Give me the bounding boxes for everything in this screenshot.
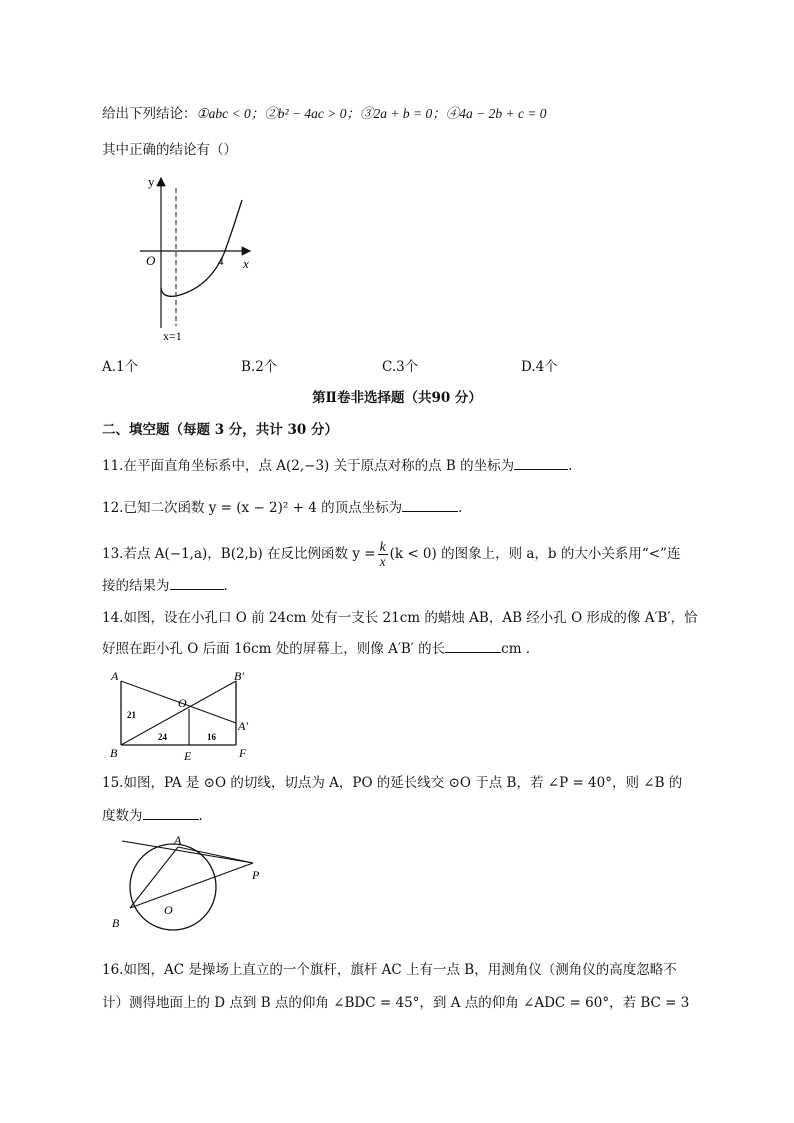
point-a-label: A — [174, 833, 182, 847]
answer-blank-14 — [445, 638, 501, 653]
question-16: 16.如图，AC 是操场上直立的一个旗杆，旗杆 AC 上有一点 B，用测角仪（测角仪的高度忽略不 — [102, 962, 677, 978]
y-label: y — [148, 174, 155, 189]
q13-text-c: 接的结果为 — [102, 578, 170, 594]
point-b-label: B — [110, 746, 118, 760]
length-ab-label: 21 — [127, 710, 136, 720]
q15-text-b: 度数为 — [102, 808, 143, 824]
question-14: 14.如图，设在小孔口 O 前 24cm 处有一支长 21cm 的蜡烛 AB，AB 经小孔 O 形成的像 A′B′，恰 — [102, 610, 698, 626]
point-b-prime-label: B′ — [234, 669, 244, 683]
q13-fraction-numerator: k — [379, 539, 386, 554]
question-14-cont — [102, 638, 530, 659]
conclusion-2: ②b² − 4ac > 0； — [264, 106, 360, 121]
length-be-label: 24 — [158, 732, 167, 742]
option-c: C.3个 — [382, 359, 419, 375]
point-a-label: A — [111, 669, 119, 683]
q13-text-a: 13.若点 A(−1,a)，B(2,b) 在反比例函数 y = — [102, 546, 376, 562]
conclusions-line — [102, 104, 547, 124]
question-13 — [102, 540, 680, 569]
circle-figure — [108, 830, 278, 935]
part2-title: 第Ⅱ卷非选择题（共90 分） — [312, 390, 482, 406]
q11-text: 11.在平面直角坐标系中，点 A(2,−3) 关于原点对称的点 B 的坐标为 — [102, 458, 515, 474]
point-f-label: F — [239, 746, 247, 760]
q13-period: . — [223, 578, 228, 594]
option-b: B.2个 — [241, 359, 278, 375]
point-e-label: E — [184, 749, 192, 763]
length-ef-label: 16 — [207, 732, 216, 742]
q14-unit: cm . — [501, 641, 531, 657]
conclusion-3: ③2a + b = 0； — [359, 106, 446, 121]
q13-text-b: (k < 0) 的图象上，则 a，b 的大小关系用“<”连 — [389, 546, 681, 562]
question-stem: 其中正确的结论有（） — [102, 142, 237, 158]
point-o-label: O — [178, 696, 187, 710]
point-o-label: O — [164, 903, 173, 917]
q12-text: 12.已知二次函数 y = (x − 2)² + 4 的顶点坐标为 — [102, 500, 403, 516]
answer-blank-11 — [514, 455, 568, 470]
candle-figure — [106, 668, 256, 764]
answer-blank-15 — [143, 805, 199, 820]
point-b-label: B — [112, 916, 120, 930]
question-15-cont — [102, 805, 203, 826]
parabola-curve — [161, 200, 242, 296]
point-p-label: P — [252, 868, 260, 882]
x-intercept-label: 4 — [218, 256, 224, 268]
question-16-cont: 计）测得地面上的 D 点到 B 点的仰角 ∠BDC = 45°，到 A 点的仰角 ∠ADC = 60°，若 BC = 3 — [102, 995, 690, 1011]
question-12 — [102, 497, 462, 518]
point-a-prime-label: A′ — [238, 719, 248, 733]
option-d: D.4个 — [521, 359, 558, 375]
conclusion-1: ①abc < 0； — [196, 106, 265, 121]
section2-title: 二、填空题（每题 3 分，共计 30 分） — [102, 422, 338, 438]
symmetry-axis-label: x=1 — [163, 329, 182, 343]
conclusions-prefix: 给出下列结论： — [102, 106, 197, 122]
x-label: x — [243, 256, 249, 271]
question-11 — [102, 455, 572, 476]
q12-period: . — [458, 500, 463, 516]
answer-blank-13 — [170, 575, 224, 590]
parabola-graph — [130, 168, 260, 343]
q11-period: . — [568, 458, 573, 474]
question-13-cont — [102, 575, 228, 596]
q15-period: . — [198, 808, 203, 824]
question-15: 15.如图，PA 是 ⊙O 的切线，切点为 A，PO 的延长线交 ⊙O 于点 B，若 ∠P = 40°，则 ∠B 的 — [102, 775, 683, 791]
answer-blank-12 — [402, 497, 458, 512]
conclusion-4: ④4a − 2b + c = 0 — [445, 106, 547, 121]
q13-fraction-denominator: x — [379, 554, 386, 569]
origin-label: O — [146, 253, 156, 268]
q14-text-b: 好照在距小孔 O 后面 16cm 处的屏幕上，则像 A′B′ 的长 — [102, 641, 446, 657]
option-a: A.1个 — [102, 359, 139, 375]
q13-fraction — [378, 540, 388, 569]
